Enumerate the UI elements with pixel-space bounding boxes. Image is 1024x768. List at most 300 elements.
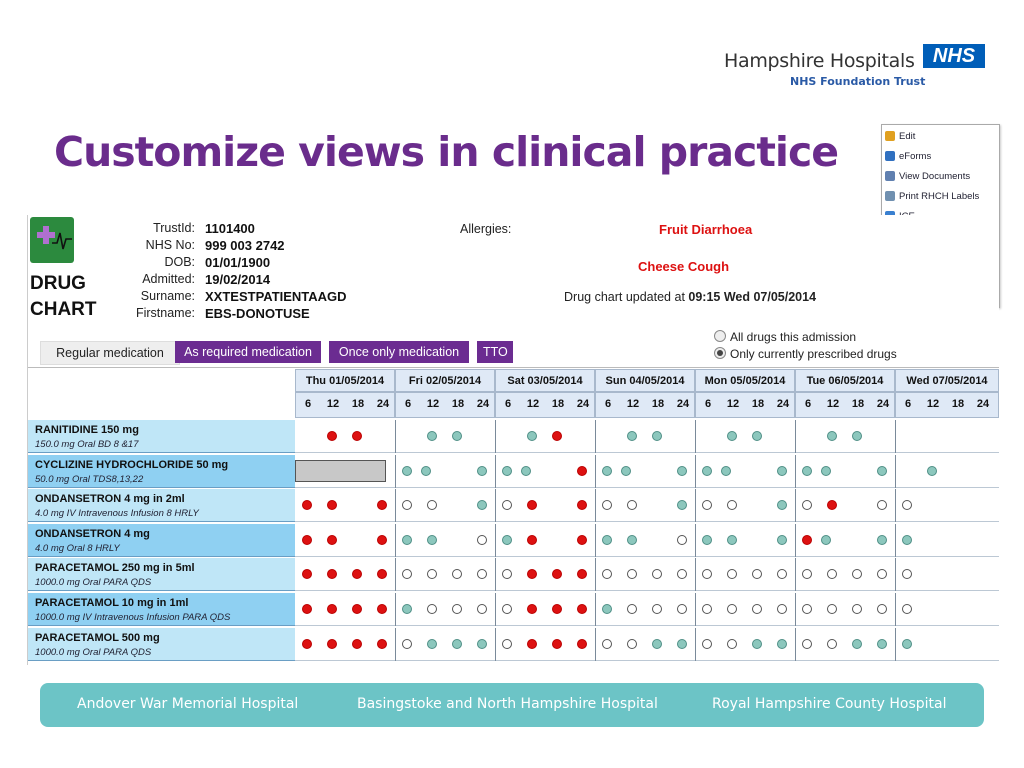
dose-dot-not-given[interactable] [877,604,887,614]
day-divider [695,420,696,453]
medication-row[interactable] [28,420,999,454]
day-divider [595,455,596,488]
dose-dot-not-given[interactable] [802,569,812,579]
medication-row[interactable] [28,524,999,558]
heartbeat-icon [52,227,72,253]
dose-dot-administered[interactable] [577,535,587,545]
dose-dot-administered[interactable] [552,431,562,441]
dose-dot-scheduled[interactable] [427,639,437,649]
dose-dot-not-given[interactable] [852,569,862,579]
patient-field-value: 01/01/1900 [205,255,271,270]
allergies-label: Allergies: [460,222,512,236]
day-header: Tue 06/05/2014 [795,369,895,392]
dose-dot-scheduled[interactable] [727,431,737,441]
dose-dot-not-given[interactable] [602,639,612,649]
brand-subtitle: NHS Foundation Trust [790,75,926,88]
dose-dot-scheduled[interactable] [402,466,412,476]
dose-dot-administered[interactable] [327,569,337,579]
day-divider [395,489,396,522]
hour-label: 12 [726,398,740,410]
dose-dot-not-given[interactable] [627,604,637,614]
hour-label: 24 [676,398,690,410]
hour-label: 24 [476,398,490,410]
medication-name-cell[interactable] [28,593,295,626]
dose-dot-not-given[interactable] [677,604,687,614]
patient-field-label: NHS No: [145,238,195,252]
medication-name: ONDANSETRON 4 mg [35,527,150,540]
dose-dot-not-given[interactable] [727,604,737,614]
dose-dot-administered[interactable] [527,500,537,510]
tab-as-required-medication[interactable]: As required medication [175,341,321,363]
dose-dot-not-given[interactable] [902,569,912,579]
medication-grid [28,367,999,665]
dose-dot-administered[interactable] [352,569,362,579]
medication-row[interactable] [28,558,999,592]
dose-dot-not-given[interactable] [727,639,737,649]
hour-label: 18 [951,398,965,410]
dose-dot-not-given[interactable] [502,500,512,510]
hour-row [795,392,895,418]
dose-dot-not-given[interactable] [777,604,787,614]
dose-dot-scheduled[interactable] [777,535,787,545]
menu-item-view-documents[interactable] [882,167,999,187]
dose-dot-not-given[interactable] [802,639,812,649]
dose-dot-administered[interactable] [327,500,337,510]
dose-dot-scheduled[interactable] [427,535,437,545]
dose-dot-scheduled[interactable] [452,639,462,649]
dose-dot-administered[interactable] [377,604,387,614]
patient-field-value: 19/02/2014 [205,272,271,287]
hour-label: 24 [976,398,990,410]
documents-icon [885,171,895,181]
footer-hospital: Andover War Memorial Hospital [77,696,299,712]
dose-dot-scheduled[interactable] [702,466,712,476]
dose-dot-scheduled[interactable] [402,604,412,614]
hour-label: 6 [804,398,812,410]
dose-dot-scheduled[interactable] [477,639,487,649]
dose-dot-scheduled[interactable] [602,604,612,614]
day-divider [695,489,696,522]
dose-dot-scheduled[interactable] [602,535,612,545]
medication-row[interactable] [28,593,999,627]
dose-dot-scheduled[interactable] [902,639,912,649]
dose-dot-administered[interactable] [527,535,537,545]
dose-dot-administered[interactable] [352,431,362,441]
medication-name-cell[interactable] [28,489,295,522]
dose-dot-scheduled[interactable] [777,500,787,510]
patient-field-label: Admitted: [142,272,195,286]
medication-detail: 150.0 mg Oral BD 8 &17 [35,439,139,450]
dose-dot-administered[interactable] [302,500,312,510]
hour-label: 12 [326,398,340,410]
dose-dot-administered[interactable] [327,535,337,545]
day-divider [395,455,396,488]
dose-dot-not-given[interactable] [677,569,687,579]
hour-row [395,392,495,418]
dose-dot-scheduled[interactable] [927,466,937,476]
dose-dot-administered[interactable] [802,535,812,545]
dose-dot-scheduled[interactable] [402,535,412,545]
hour-label: 6 [404,398,412,410]
hour-label: 6 [904,398,912,410]
hour-label: 18 [351,398,365,410]
day-divider [395,558,396,591]
dose-dot-scheduled[interactable] [827,431,837,441]
medication-name: PARACETAMOL 10 mg in 1ml [35,597,189,609]
menu-item-label: Print RHCH Labels [899,191,980,202]
dose-dot-scheduled[interactable] [821,466,831,476]
radio-current-drugs[interactable]: Only currently prescribed drugs [714,347,897,361]
day-header: Thu 01/05/2014 [295,369,395,392]
dose-dot-administered[interactable] [377,535,387,545]
dose-dot-not-given[interactable] [402,500,412,510]
dose-dot-administered[interactable] [327,431,337,441]
dose-dot-administered[interactable] [552,569,562,579]
brand-block [722,44,992,94]
dose-dot-not-given[interactable] [752,604,762,614]
hour-label: 24 [376,398,390,410]
day-divider [495,593,496,626]
grid-corner [28,368,294,419]
day-divider [495,420,496,453]
day-divider [795,558,796,591]
dose-dot-scheduled[interactable] [677,500,687,510]
day-divider [695,558,696,591]
dose-dot-not-given[interactable] [427,604,437,614]
hour-label: 24 [776,398,790,410]
drug-chart-logo [30,217,74,263]
dose-dot-not-given[interactable] [777,569,787,579]
medication-name-cell[interactable] [28,420,295,453]
dose-dot-scheduled[interactable] [452,431,462,441]
dose-dot-administered[interactable] [377,569,387,579]
dose-dot-not-given[interactable] [677,535,687,545]
dose-dot-scheduled[interactable] [852,639,862,649]
dose-dot-administered[interactable] [527,639,537,649]
day-divider [895,628,896,661]
day-divider [595,628,596,661]
dose-dot-scheduled[interactable] [821,535,831,545]
day-divider [595,420,596,453]
hour-label: 24 [576,398,590,410]
day-divider [895,420,896,453]
medication-row[interactable] [28,489,999,523]
dose-dot-scheduled[interactable] [727,535,737,545]
dose-dot-not-given[interactable] [627,639,637,649]
footer-bar [40,683,984,727]
dose-dot-not-given[interactable] [427,569,437,579]
day-divider [495,524,496,557]
radio-all-drugs[interactable]: All drugs this admission [714,330,856,344]
day-divider [795,489,796,522]
dose-dot-not-given[interactable] [602,569,612,579]
dose-dot-not-given[interactable] [727,569,737,579]
hour-label: 12 [926,398,940,410]
hour-label: 6 [604,398,612,410]
dose-dot-not-given[interactable] [652,604,662,614]
dose-dot-scheduled[interactable] [677,466,687,476]
slide-title: Customize views in clinical practice [54,128,839,176]
day-divider [595,558,596,591]
dose-dot-scheduled[interactable] [677,639,687,649]
dose-grid [295,420,999,453]
dose-dot-administered[interactable] [527,604,537,614]
dose-dot-administered[interactable] [327,639,337,649]
patient-field-value: 999 003 2742 [205,238,285,253]
day-divider [595,489,596,522]
medication-name: RANITIDINE 150 mg [35,424,139,436]
dose-dot-administered[interactable] [302,639,312,649]
menu-item-label: Edit [899,131,916,142]
medication-row[interactable] [28,455,999,489]
day-divider [495,628,496,661]
medication-detail: 50.0 mg Oral TDS8,13,22 [35,473,144,485]
menu-item-edit[interactable] [882,127,999,147]
dose-dot-scheduled[interactable] [521,466,531,476]
dose-dot-scheduled[interactable] [652,431,662,441]
hour-label: 12 [426,398,440,410]
dose-dot-administered[interactable] [377,500,387,510]
hour-label: 18 [851,398,865,410]
day-divider [695,628,696,661]
hour-row [695,392,795,418]
nhs-logo: NHS [923,44,985,68]
dose-dot-not-given[interactable] [477,535,487,545]
menu-item-eforms[interactable] [882,147,999,167]
dose-grid [295,558,999,591]
dose-dot-not-given[interactable] [402,569,412,579]
patient-field-label: Surname: [140,289,195,303]
drug-chart-panel [27,215,999,665]
menu-item-label: eForms [899,151,932,162]
day-divider [695,524,696,557]
medication-name-cell[interactable] [28,628,295,661]
dose-dot-administered[interactable] [377,639,387,649]
menu-item-label: View Documents [899,171,971,182]
day-divider [595,524,596,557]
dose-dot-not-given[interactable] [752,569,762,579]
medication-detail: 1000.0 mg Oral PARA QDS [35,646,152,658]
day-divider [595,593,596,626]
day-divider [395,420,396,453]
dose-dot-scheduled[interactable] [477,466,487,476]
drug-chart-title: DRUG CHART [30,273,97,320]
dose-dot-not-given[interactable] [727,500,737,510]
day-header: Sat 03/05/2014 [495,369,595,392]
day-divider [895,524,896,557]
radio-button[interactable] [714,330,726,342]
dose-dot-administered[interactable] [577,604,587,614]
allergy-item: Cheese Cough [638,259,730,274]
patient-field-value: 1101400 [205,221,255,236]
hour-label: 6 [304,398,312,410]
dose-dot-not-given[interactable] [402,639,412,649]
day-divider [895,593,896,626]
dose-dot-not-given[interactable] [902,604,912,614]
dose-dot-scheduled[interactable] [877,466,887,476]
dose-dot-administered[interactable] [302,569,312,579]
day-header: Wed 07/05/2014 [895,369,999,392]
eforms-icon [885,151,895,161]
hour-label: 6 [704,398,712,410]
dose-grid [295,593,999,626]
dose-dot-not-given[interactable] [627,569,637,579]
dose-dot-not-given[interactable] [427,500,437,510]
patient-field-label: TrustId: [153,221,195,235]
dose-dot-not-given[interactable] [702,500,712,510]
hour-row [495,392,595,418]
dose-grid [295,455,999,488]
medication-name: ONDANSETRON 4 mg in 2ml [35,493,185,506]
medication-name: PARACETAMOL 500 mg [35,631,160,644]
day-divider [495,455,496,488]
day-divider [795,420,796,453]
dose-dot-administered[interactable] [302,535,312,545]
dose-dot-administered[interactable] [352,604,362,614]
dose-dot-not-given[interactable] [452,569,462,579]
hour-row [595,392,695,418]
dose-dot-administered[interactable] [577,500,587,510]
hour-row [295,392,395,418]
tab-once-only-medication[interactable]: Once only medication [329,341,469,363]
day-divider [395,524,396,557]
dose-dot-not-given[interactable] [827,639,837,649]
medication-name-cell[interactable] [28,455,295,488]
radio-button-selected[interactable] [714,347,726,359]
patient-field-label: DOB: [164,255,195,269]
medication-detail: 4.0 mg Oral 8 HRLY [35,542,120,554]
dose-dot-scheduled[interactable] [702,535,712,545]
day-header: Mon 05/05/2014 [695,369,795,392]
hour-row [895,392,999,418]
patient-field-label: Firstname: [135,306,195,320]
dose-dot-not-given[interactable] [502,639,512,649]
dose-dot-administered[interactable] [327,604,337,614]
dose-dot-scheduled[interactable] [877,639,887,649]
dose-dot-scheduled[interactable] [627,535,637,545]
dose-dot-scheduled[interactable] [427,431,437,441]
day-divider [395,593,396,626]
hour-label: 18 [651,398,665,410]
dose-dot-scheduled[interactable] [477,500,487,510]
dose-dot-scheduled[interactable] [627,431,637,441]
dose-dot-scheduled[interactable] [777,639,787,649]
dose-dot-scheduled[interactable] [721,466,731,476]
day-divider [895,455,896,488]
hour-label: 12 [526,398,540,410]
hour-label: 12 [626,398,640,410]
dose-dot-scheduled[interactable] [902,535,912,545]
dose-dot-not-given[interactable] [702,639,712,649]
dose-dot-not-given[interactable] [502,569,512,579]
dose-dot-scheduled[interactable] [877,535,887,545]
dose-dot-administered[interactable] [577,639,587,649]
day-divider [795,628,796,661]
dose-dot-administered[interactable] [527,569,537,579]
tab-tto[interactable]: TTO [477,341,513,363]
dose-dot-scheduled[interactable] [852,431,862,441]
dose-dot-not-given[interactable] [702,604,712,614]
hour-label: 24 [876,398,890,410]
dose-dot-scheduled[interactable] [752,431,762,441]
brand-name: Hampshire Hospitals [724,50,915,72]
medication-detail: 1000.0 mg IV Intravenous Infusion PARA QDS [35,612,231,623]
dose-dot-not-given[interactable] [652,569,662,579]
dose-dot-administered[interactable] [577,466,587,476]
tab-regular-medication[interactable]: Regular medication [40,341,180,365]
day-divider [495,558,496,591]
dose-dot-not-given[interactable] [802,500,812,510]
dose-dot-administered[interactable] [552,639,562,649]
dose-dot-not-given[interactable] [877,569,887,579]
dose-duration-bar [295,460,386,482]
dose-dot-not-given[interactable] [502,604,512,614]
dose-dot-not-given[interactable] [477,604,487,614]
dose-dot-scheduled[interactable] [527,431,537,441]
dose-dot-scheduled[interactable] [502,535,512,545]
medication-row[interactable] [28,628,999,662]
dose-dot-scheduled[interactable] [777,466,787,476]
dose-dot-not-given[interactable] [602,500,612,510]
hour-label: 12 [826,398,840,410]
allergy-item: Fruit Diarrhoea [659,222,753,237]
dose-dot-not-given[interactable] [802,604,812,614]
dose-grid [295,524,999,557]
dose-dot-administered[interactable] [352,639,362,649]
dose-dot-not-given[interactable] [702,569,712,579]
dose-dot-administered[interactable] [552,604,562,614]
dose-dot-administered[interactable] [577,569,587,579]
medication-name-cell[interactable] [28,558,295,591]
menu-item-print-rhch-labels[interactable] [882,187,999,207]
chart-updated: Drug chart updated at 09:15 Wed 07/05/2014 [564,290,817,304]
medication-name: PARACETAMOL 250 mg in 5ml [35,562,195,575]
medication-name: CYCLIZINE HYDROCHLORIDE 50 mg [35,458,229,471]
medication-name-cell[interactable] [28,524,295,557]
medication-detail: 4.0 mg IV Intravenous Infusion 8 HRLY [35,508,199,520]
dose-dot-not-given[interactable] [452,604,462,614]
dose-dot-scheduled[interactable] [421,466,431,476]
day-divider [695,455,696,488]
dose-dot-not-given[interactable] [477,569,487,579]
day-header: Fri 02/05/2014 [395,369,495,392]
dose-dot-scheduled[interactable] [621,466,631,476]
dose-dot-scheduled[interactable] [752,639,762,649]
hour-label: 18 [551,398,565,410]
dose-dot-scheduled[interactable] [652,639,662,649]
dose-dot-not-given[interactable] [902,500,912,510]
hour-label: 18 [451,398,465,410]
dose-dot-not-given[interactable] [877,500,887,510]
dose-grid [295,489,999,522]
printer-icon [885,191,895,201]
dose-dot-administered[interactable] [302,604,312,614]
day-divider [395,628,396,661]
day-divider [495,489,496,522]
dose-dot-scheduled[interactable] [602,466,612,476]
dose-dot-not-given[interactable] [627,500,637,510]
footer-hospital: Royal Hampshire County Hospital [712,696,947,712]
dose-dot-scheduled[interactable] [502,466,512,476]
footer-hospital: Basingstoke and North Hampshire Hospital [357,696,658,712]
dose-dot-not-given[interactable] [852,604,862,614]
medication-detail: 1000.0 mg Oral PARA QDS [35,577,152,589]
dose-dot-administered[interactable] [827,500,837,510]
day-header: Sun 04/05/2014 [595,369,695,392]
dose-dot-not-given[interactable] [827,604,837,614]
dose-dot-scheduled[interactable] [802,466,812,476]
dose-dot-not-given[interactable] [827,569,837,579]
